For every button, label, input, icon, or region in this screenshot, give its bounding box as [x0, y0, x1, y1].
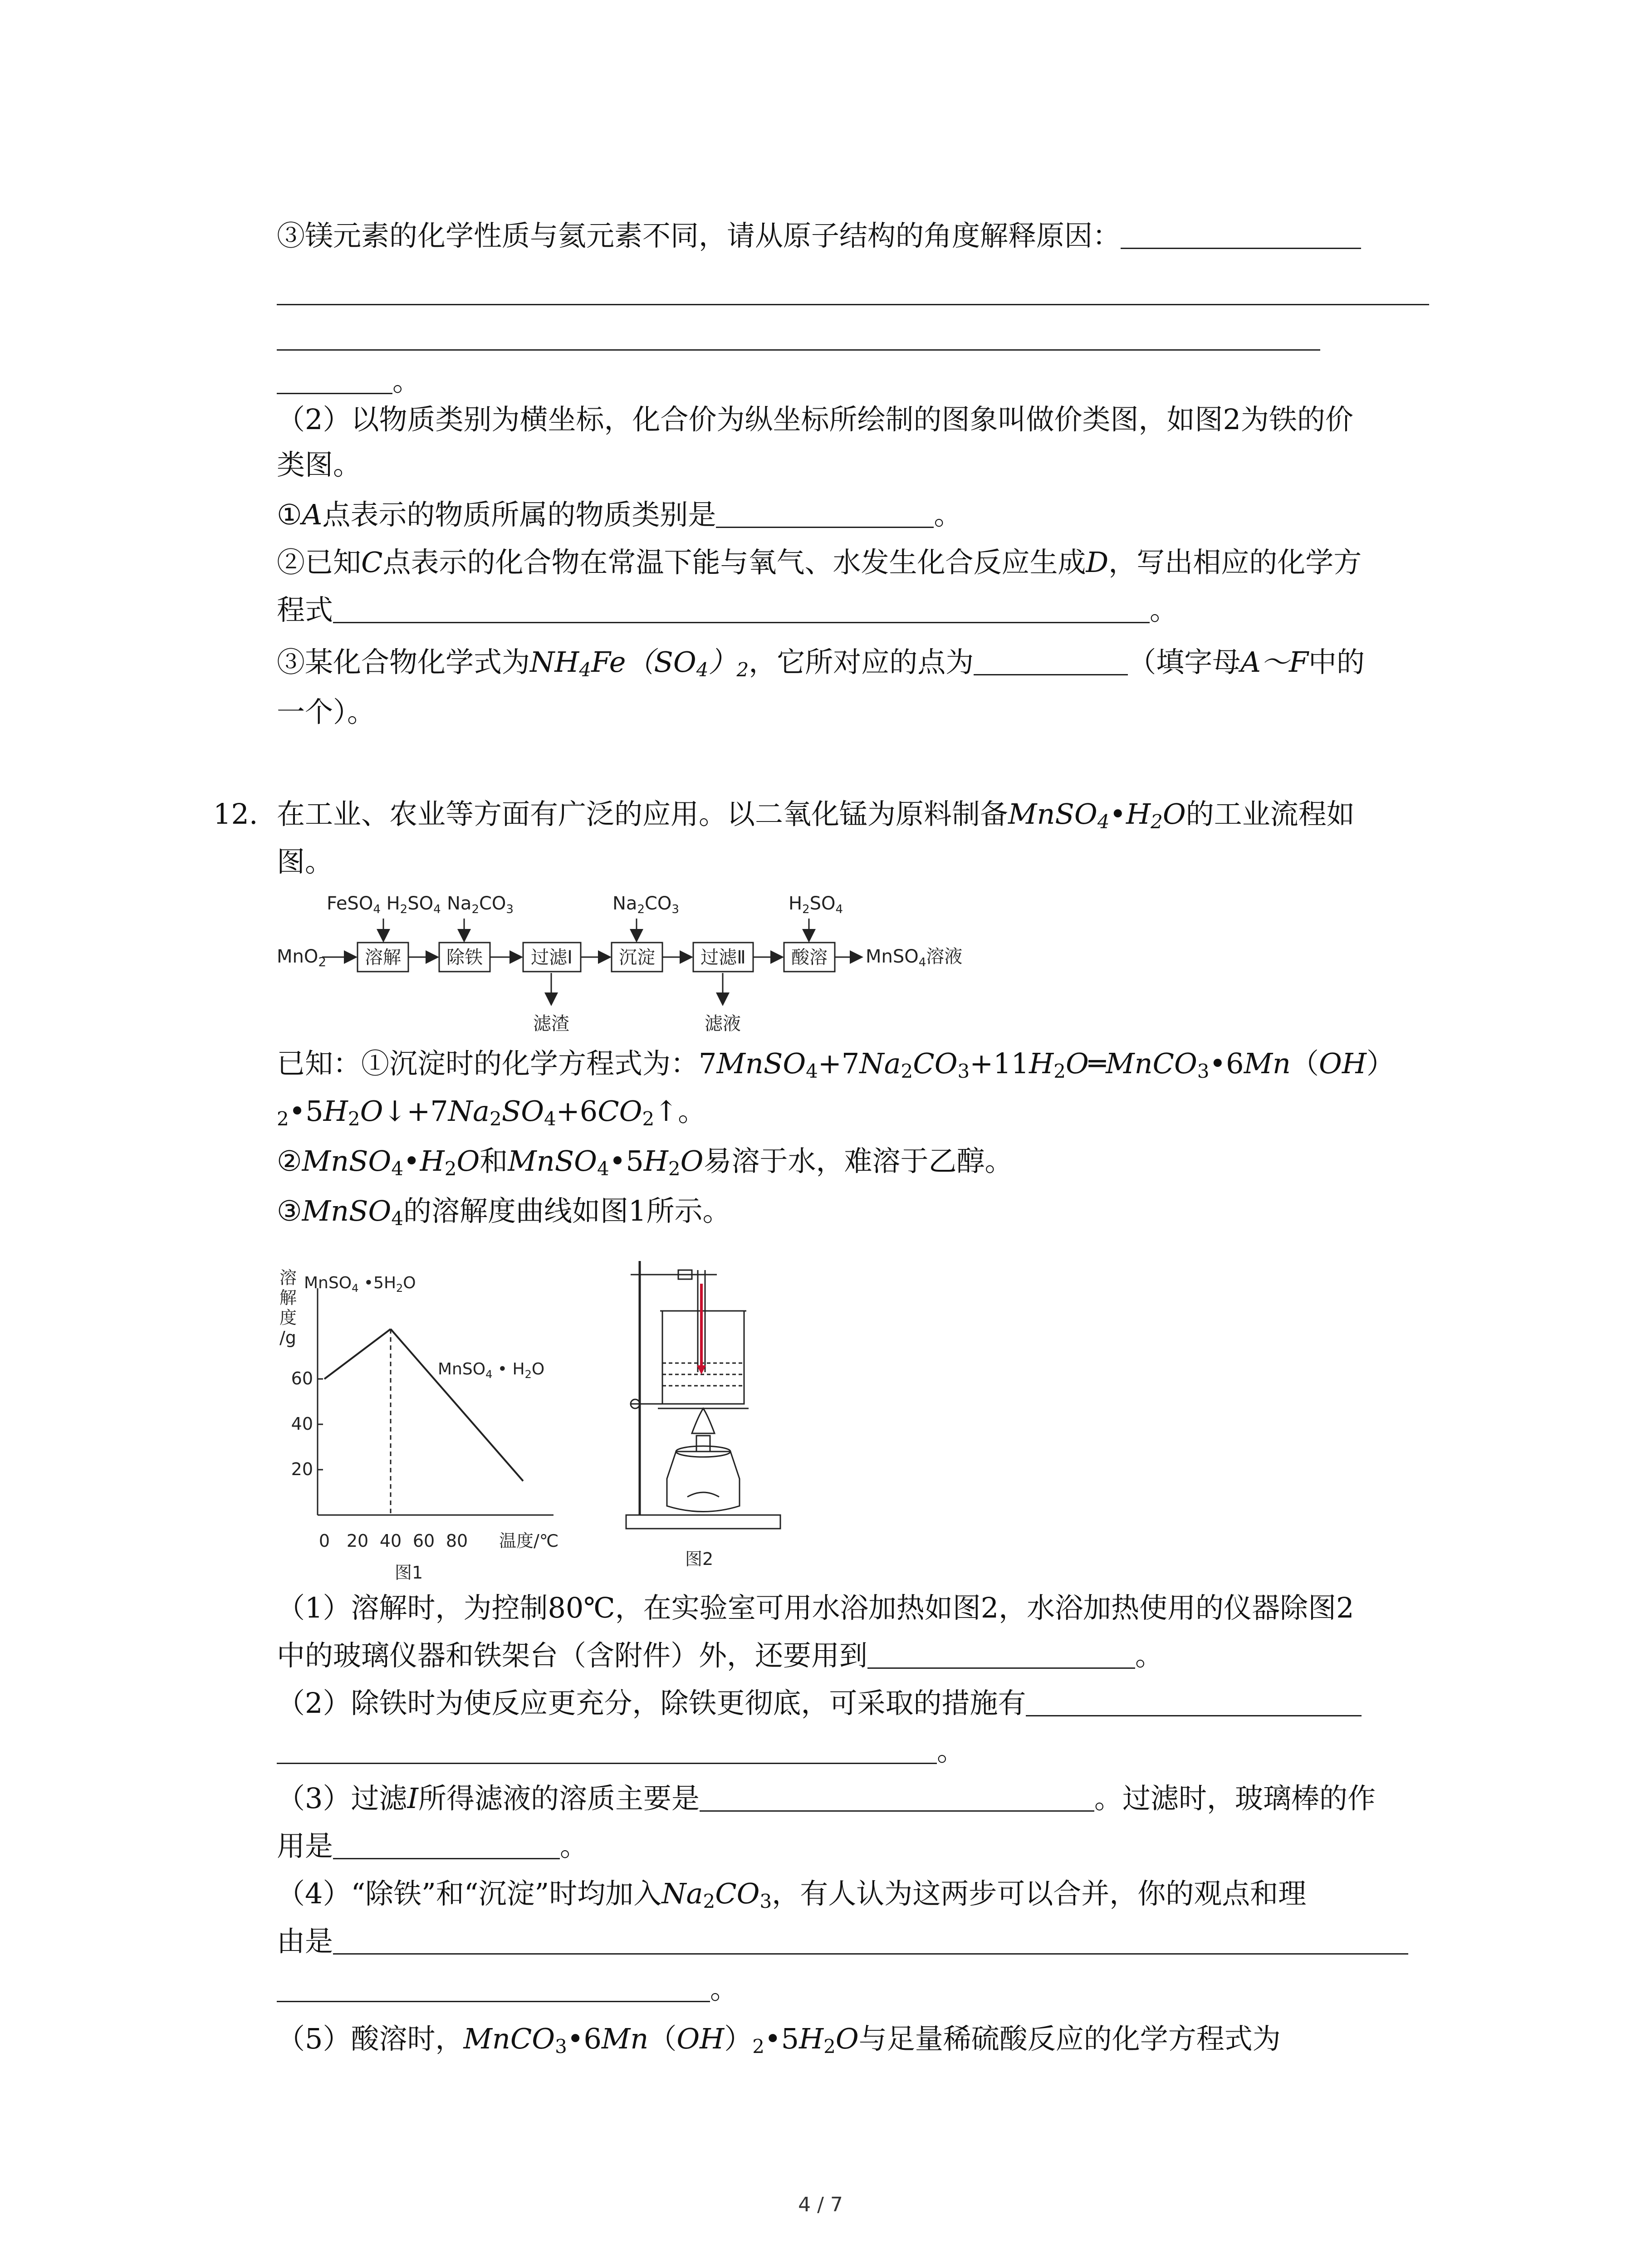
flow-end: MnSO$_4$溶液 — [866, 946, 963, 969]
q12-known2: $②MnSO_4•H_2O$和$MnSO_4•5H_2O$易溶于水，难溶于乙醇。 — [277, 1144, 1013, 1180]
series-line-1 — [324, 1329, 391, 1379]
beaker — [662, 1311, 744, 1404]
q12-s3-line2: 用是 。 — [277, 1829, 588, 1862]
q11-part2-line2: 类图。 — [277, 448, 362, 481]
q12-known1: 已知：①沉淀时的化学方程式为：$7MnSO_4+7Na_2CO_3+11H_2O═MnCO_3•6Mn(OH)$ — [277, 1047, 1395, 1082]
flow-step-4: 沉淀 — [619, 947, 655, 968]
series-label-pentahydrate: MnSO$_4$ $•5H_2O$ — [304, 1274, 416, 1295]
q12-s4-line1: （4）“除铁”和“沉淀”时均加入$Na_2CO_3$，有人认为这两步可以合并，你的观点和理 — [277, 1877, 1307, 1912]
answer-blank[interactable] — [974, 646, 1128, 675]
y-tick-label: 20 — [291, 1459, 313, 1479]
flow-start: MnO$_2$ — [277, 946, 327, 969]
q11-part2-line1: （2）以物质类别为横坐标，化合价为纵坐标所绘制的图象叫做价类图，如图2为铁的价 — [277, 403, 1353, 436]
flow-output-residue: 滤渣 — [533, 1013, 569, 1034]
flow-step-1: 溶解 — [365, 947, 401, 968]
q12-intro-line2: 图。 — [277, 845, 333, 878]
y-axis-label-1: 溶 — [279, 1268, 297, 1288]
x-tick-label: 40 — [379, 1531, 402, 1551]
answer-blank[interactable] — [1026, 1687, 1362, 1716]
answer-blank[interactable] — [867, 1639, 1135, 1669]
flow-input-h2so4: $H_2SO_4$ — [789, 893, 843, 916]
answer-blank[interactable] — [277, 365, 392, 394]
q12-s1-line1: （1）溶解时，为控制80℃，在实验室可用水浴加热如图2，水浴加热使用的仪器除图2 — [277, 1591, 1354, 1624]
x-tick-label: 0 — [318, 1531, 330, 1551]
flow-input-na2co3-2: $Na_2CO_3$ — [612, 893, 679, 916]
q11-p3-end: 。 — [277, 363, 421, 399]
x-tick-label: 20 — [346, 1531, 369, 1551]
q11-sub-b: ②已知C点表示的化合物在常温下能与氧气、水发生化合反应生成D，写出相应的化学方 — [277, 546, 1362, 579]
water-bath-apparatus — [608, 1252, 798, 1588]
alcohol-lamp — [667, 1452, 740, 1512]
x-tick-label: 80 — [446, 1531, 468, 1551]
y-axis-label-4: /g — [279, 1328, 296, 1348]
q12-s2-line2: 。 — [277, 1733, 965, 1769]
q11-sub-b-line2: 程式 。 — [277, 593, 1178, 626]
answer-blank[interactable] — [333, 1830, 560, 1859]
q12-s2-line1: （2）除铁时为使反应更充分，除铁更彻底，可采取的措施有 — [277, 1685, 1362, 1721]
stand-base — [626, 1515, 780, 1529]
q12-s4-line2: 由是 — [277, 1923, 1408, 1960]
answer-blank[interactable] — [277, 1973, 710, 2002]
figure-2-caption: 图2 — [685, 1549, 714, 1569]
answer-blank[interactable] — [716, 499, 934, 528]
y-axis-label-3: 度 — [279, 1308, 297, 1328]
flow-step-5: 过滤Ⅱ — [700, 947, 746, 968]
q12-intro: 在工业、农业等方面有广泛的应用。以二氧化锰为原料制备$MnSO_4•H_2O$的工业流程如 — [277, 797, 1355, 833]
flow-step-3: 过滤Ⅰ — [531, 947, 573, 968]
x-tick-label: 60 — [412, 1531, 435, 1551]
answer-line[interactable] — [277, 349, 1320, 351]
q12-s5: （5）酸溶时，$MnCO_3•6Mn(OH)_2•5H_2O$与足量稀硫酸反应的化学方程式为 — [277, 2022, 1281, 2058]
y-tick-label: 60 — [291, 1369, 313, 1388]
q11-sub-c: ③某化合物化学式为$NH_4Fe(SO_4)_2$，它所对应的点为 （填字母A～F中的 — [277, 645, 1365, 681]
q12-s3-line1: （3）过滤I所得滤液的溶质主要是 。过滤时，玻璃棒的作 — [277, 1782, 1376, 1815]
answer-blank[interactable] — [333, 1925, 1408, 1955]
flow-step-6: 酸溶 — [791, 947, 828, 968]
q11-p3-line: ③镁元素的化学性质与氦元素不同，请从原子结构的角度解释原因： — [277, 218, 1361, 254]
flow-step-2: 除铁 — [446, 947, 483, 968]
answer-blank[interactable] — [277, 1735, 937, 1764]
answer-blank[interactable] — [1121, 220, 1361, 249]
q12-s1-line2: 中的玻璃仪器和铁架台（含附件）外，还要用到 。 — [277, 1639, 1164, 1672]
process-flow-diagram — [277, 889, 1030, 1039]
flame — [692, 1408, 715, 1433]
figure-1-caption: 图1 — [395, 1563, 423, 1583]
q12-known1-line2: $_2•5H_2O↓+7Na_2SO_4+6CO_2↑$。 — [277, 1095, 706, 1130]
q11-sub-c-line2: 一个）。 — [277, 695, 376, 728]
solubility-chart — [272, 1261, 599, 1588]
answer-blank[interactable] — [700, 1782, 1094, 1812]
series-line-2 — [391, 1329, 523, 1481]
flow-input-feso4: FeSO$_4$ $H_2SO_4$ — [327, 893, 441, 916]
flow-output-filtrate: 滤液 — [705, 1013, 741, 1034]
x-axis-label: 温度/℃ — [499, 1531, 559, 1551]
q12-number: 12. — [213, 797, 258, 831]
page-number: 4 / 7 — [798, 2193, 843, 2216]
q12-known3: ③MnSO$_4$的溶解度曲线如图1所示。 — [277, 1194, 731, 1230]
answer-blank[interactable] — [333, 594, 1150, 623]
y-tick-label: 40 — [291, 1414, 313, 1434]
flow-input-na2co3: $Na_2CO_3$ — [447, 893, 514, 916]
series-label-monohydrate: MnSO$_4$ • $H_2O$ — [438, 1360, 545, 1381]
answer-line[interactable] — [277, 304, 1429, 305]
q12-s4-line3: 。 — [277, 1971, 738, 2007]
q11-sub-a: ①A点表示的物质所属的物质类别是 。 — [277, 498, 962, 531]
y-axis-label-2: 解 — [279, 1288, 297, 1308]
